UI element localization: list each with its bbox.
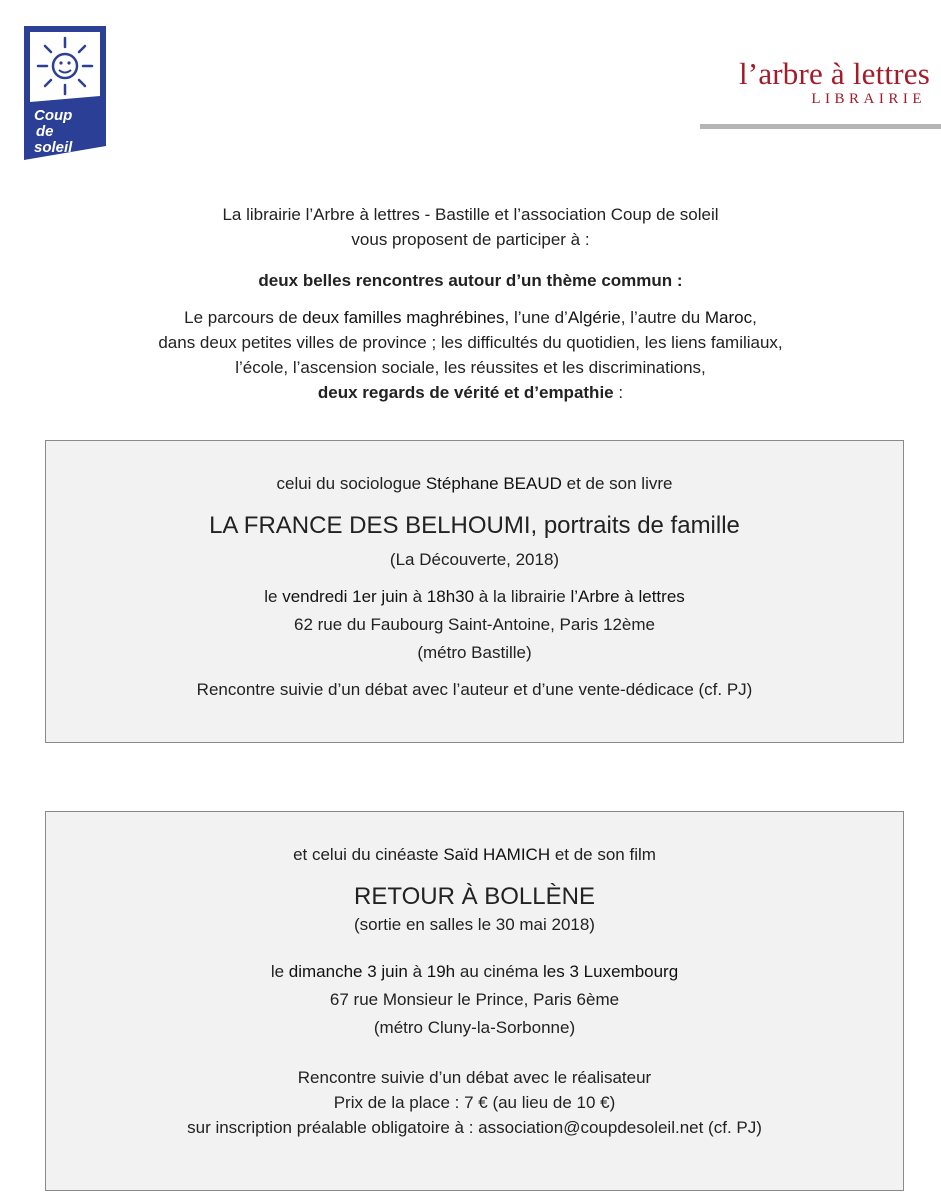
- event-1-title: LA FRANCE DES BELHOUMI, portraits de famille: [209, 512, 740, 539]
- headline-text: deux belles rencontres autour d’un thème commun :: [258, 271, 683, 290]
- intro-text: [0, 202, 941, 252]
- event-1-box: [45, 440, 904, 743]
- description-line-3: l’école, l’ascension sociale, les réussites et les discriminations,: [235, 358, 706, 377]
- description-line-2: dans deux petites villes de province ; les difficultés du quotidien, les liens familiaux,: [158, 333, 783, 352]
- arbre-a-lettres-logo: [700, 58, 941, 129]
- description: [0, 305, 941, 405]
- logo-word-2: de: [36, 123, 54, 140]
- description-line-4: deux regards de vérité et d’empathie :: [317, 383, 624, 402]
- event-2-release: (sortie en salles le 30 mai 2018): [354, 915, 595, 934]
- intro-line-1: La librairie l’Arbre à lettres - Bastille et l’association Coup de soleil: [222, 205, 719, 224]
- logo-word-1: Coup: [34, 107, 73, 124]
- logo-underline: [700, 124, 941, 129]
- event-2-intro: et celui du cinéaste Saïd HAMICH et de son film: [293, 845, 656, 864]
- event-1-note: Rencontre suivie d’un débat avec l’auteur et d’une vente-dédicace (cf. PJ): [196, 680, 753, 699]
- coup-de-soleil-logo: [24, 26, 106, 160]
- event-2-address: 67 rue Monsieur le Prince, Paris 6ème: [329, 990, 620, 1009]
- event-1-intro: celui du sociologue Stéphane BEAUD et de son livre: [276, 474, 673, 493]
- headline: [0, 268, 941, 293]
- event-2-price: Prix de la place : 7 € (au lieu de 10 €): [333, 1093, 616, 1112]
- logo-word-3: soleil: [34, 139, 73, 156]
- event-1-address: 62 rue du Faubourg Saint-Antoine, Paris 12ème: [293, 615, 655, 634]
- event-2-metro: (métro Cluny-la-Sorbonne): [373, 1018, 576, 1037]
- event-2-registration[interactable]: sur inscription préalable obligatoire à : association@coupdesoleil.net (cf. PJ): [187, 1118, 762, 1137]
- event-1-publisher: (La Découverte, 2018): [389, 550, 560, 569]
- logo-title: l’arbre à lettres: [738, 56, 930, 91]
- event-2-box: [45, 811, 904, 1191]
- event-1-when: le vendredi 1er juin à 18h30 à la librairie l’Arbre à lettres: [264, 587, 685, 606]
- description-line-1: Le parcours de deux familles maghrébines, l’une d’Algérie, l’autre du Maroc,: [184, 308, 757, 327]
- event-2-title: RETOUR À BOLLÈNE: [354, 883, 595, 910]
- intro-line-2: vous proposent de participer à :: [351, 230, 590, 249]
- event-2-when: le dimanche 3 juin à 19h au cinéma les 3 Luxembourg: [270, 962, 679, 981]
- event-2-note-1: Rencontre suivie d’un débat avec le réalisateur: [297, 1068, 652, 1087]
- logo-subtitle: LIBRAIRIE: [811, 91, 926, 107]
- event-1-metro: (métro Bastille): [417, 643, 532, 662]
